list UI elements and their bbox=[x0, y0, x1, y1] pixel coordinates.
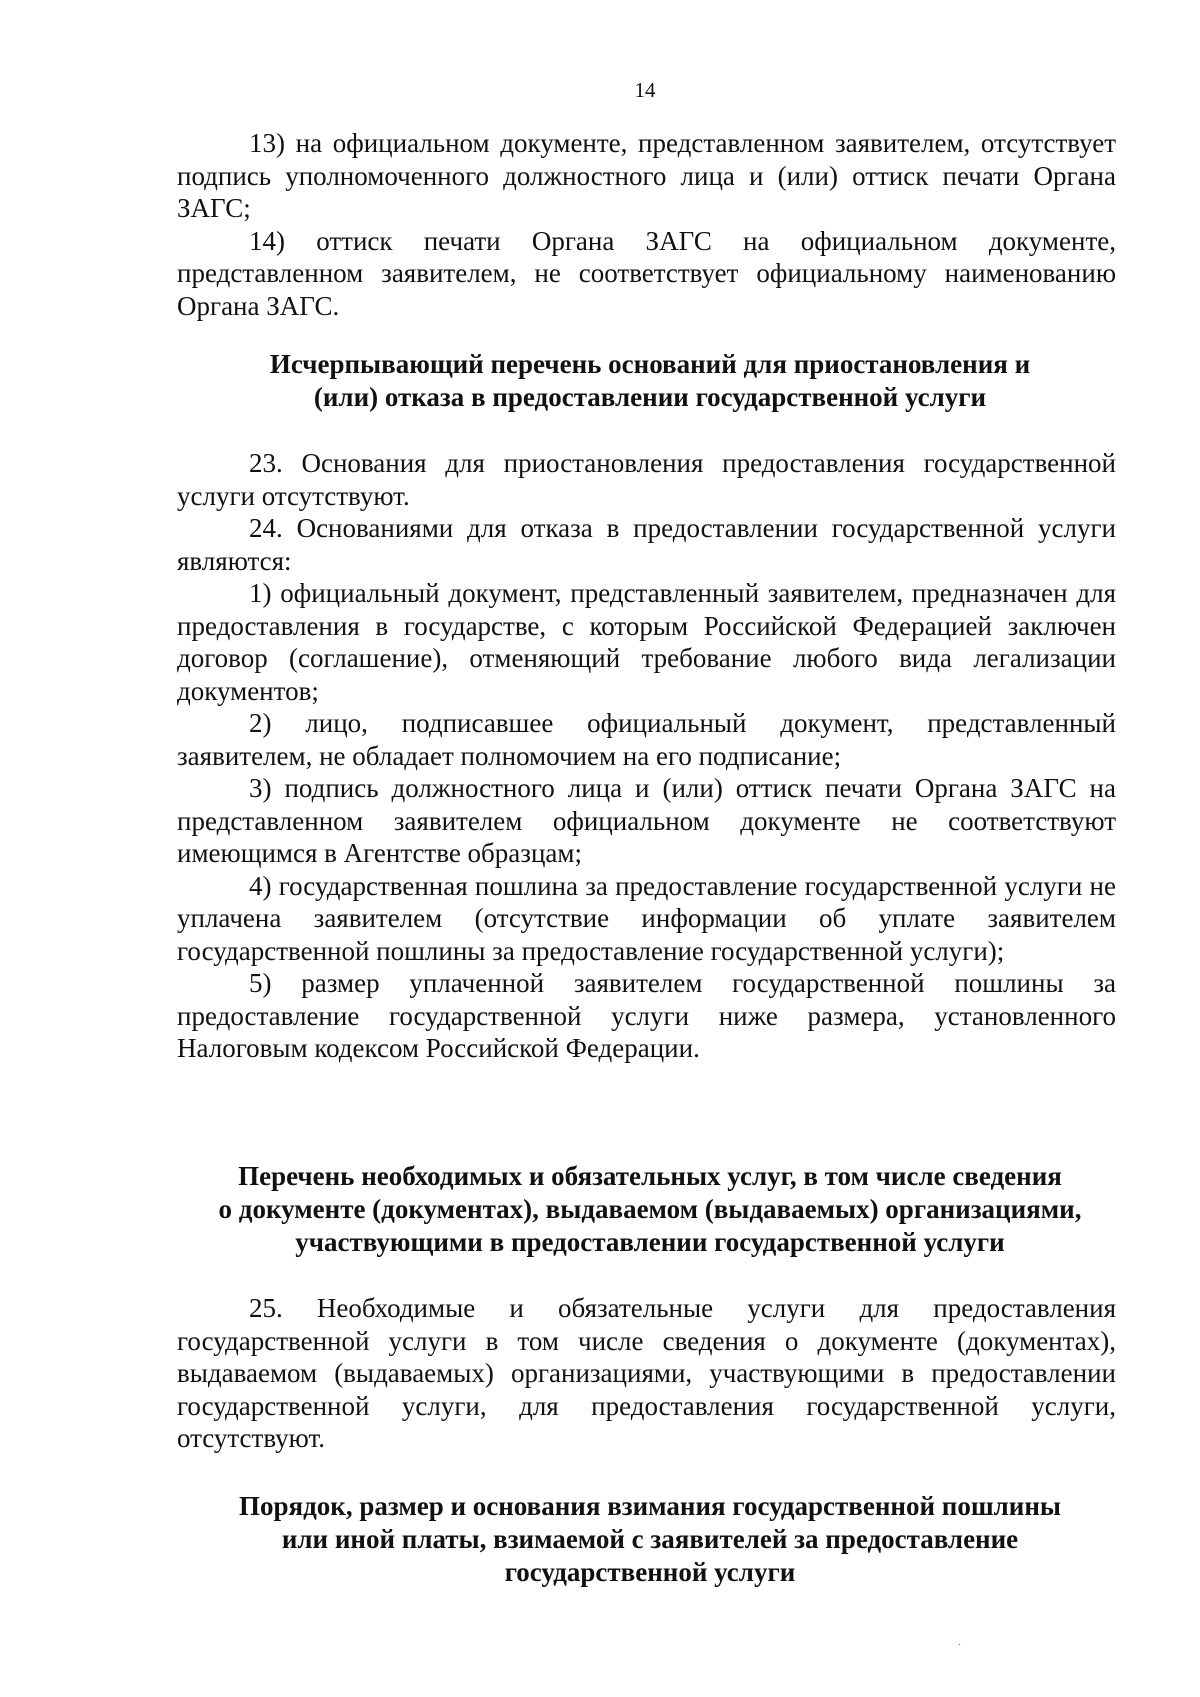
text-block-item-25 bbox=[177, 1292, 1116, 1455]
paragraph-item-14: 14) оттиск печати Органа ЗАГС на официальном документе, представленном заявителем, не соответствует официальному наименованию Органа ЗАГС. bbox=[177, 225, 1116, 321]
paragraph-subitem-1: 1) официальный документ, представленный заявителем, предназначен для предоставления в государстве, с которым Российской Федерацией заключен договор (соглашение), отменяющий требование любого вида легализации документов; bbox=[177, 578, 1116, 706]
paragraph-subitem-3: 3) подпись должностного лица и (или) оттиск печати Органа ЗАГС на представленном заявителем официальном документе не соответствуют имеющимся в Агентстве образцам; bbox=[177, 773, 1116, 868]
heading-line: Перечень необходимых и обязательных услуг, в том числе сведения bbox=[238, 1161, 1062, 1191]
heading-line: о документе (документах), выдаваемом (выдаваемых) организациями, bbox=[218, 1194, 1082, 1224]
paragraph-subitem-4: 4) государственная пошлина за предоставление государственной услуги не уплачена заявителем (отсутствие информации об уплате заявителем государственной пошлины за предоставление государственной услуги); bbox=[177, 870, 1116, 966]
paragraph-subitem-2: 2) лицо, подписавшее официальный документ, представленный заявителем, не обладает полномочием на его подписание; bbox=[177, 708, 1116, 771]
paragraph-item-23: 23. Основания для приостановления предоставления государственной услуги отсутствуют. bbox=[177, 448, 1116, 511]
text-block-items-23-24 bbox=[177, 447, 1116, 1065]
heading-line: или иной платы, взимаемой с заявителей за предоставление bbox=[281, 1524, 1019, 1554]
heading-line: Порядок, размер и основания взимания государственной пошлины bbox=[239, 1491, 1061, 1521]
heading-line: государственной услуги bbox=[504, 1557, 796, 1587]
heading-required-services bbox=[150, 1160, 1150, 1259]
heading-line: участвующими в предоставлении государственной услуги bbox=[295, 1227, 1005, 1257]
paragraph-item-13: 13) на официальном документе, представленном заявителем, отсутствует подпись уполномоченного должностного лица и (или) оттиск печати Органа ЗАГС; bbox=[177, 128, 1116, 223]
paragraph-item-25: 25. Необходимые и обязательные услуги для предоставления государственной услуги в том числе сведения о документе (документах), выдаваемом (выдаваемых) организациями, участвующими в предоставлении государственной услуги, для предоставления государственной услуги, отсутствуют. bbox=[177, 1293, 1116, 1453]
page-number: 14 bbox=[634, 78, 656, 102]
heading-state-fee bbox=[150, 1490, 1150, 1589]
heading-grounds-for-suspension bbox=[150, 348, 1150, 414]
scan-speck: · bbox=[958, 1640, 962, 1651]
text-block-items-13-14 bbox=[177, 127, 1116, 322]
paragraph-item-24: 24. Основаниями для отказа в предоставлении государственной услуги являются: bbox=[177, 513, 1116, 576]
heading-line: Исчерпывающий перечень оснований для приостановления и bbox=[269, 349, 1031, 379]
paragraph-subitem-5: 5) размер уплаченной заявителем государственной пошлины за предоставление государственной услуги ниже размера, установленного Налоговым кодексом Российской Федерации. bbox=[177, 968, 1116, 1063]
heading-line: (или) отказа в предоставлении государственной услуги bbox=[313, 382, 987, 412]
